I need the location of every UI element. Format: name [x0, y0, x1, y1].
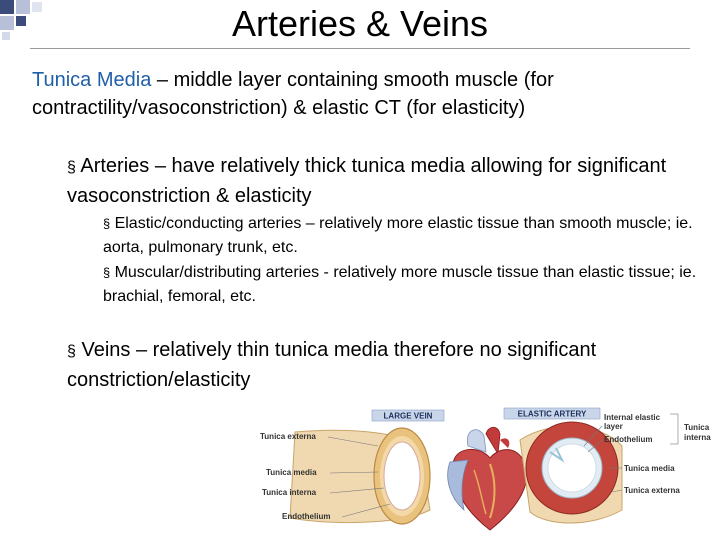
artery-label-endothelium: Endothelium	[604, 435, 653, 444]
slide-title: Arteries & Veins	[231, 3, 489, 44]
artery-label-tunica-media: Tunica media	[624, 464, 675, 473]
intro-term: Tunica Media	[32, 69, 152, 91]
artery-label-tunica: Tunica	[684, 423, 710, 432]
bullet-icon: §	[67, 343, 76, 360]
bullet-veins-text: Veins – relatively thin tunica media therefore no significant constriction/elasticity	[67, 339, 597, 391]
artery-label-layer: layer	[604, 422, 623, 431]
vein-badge-text: LARGE VEIN	[383, 411, 433, 421]
sub-bullet-elastic	[103, 212, 708, 260]
artery-label-interna: interna	[684, 433, 711, 442]
vein-label-tunica-media: Tunica media	[266, 468, 317, 477]
bullet-icon: §	[67, 159, 76, 176]
bullet-icon: §	[103, 216, 111, 231]
heart-icon	[448, 427, 527, 530]
vein-label-tunica-interna: Tunica interna	[262, 488, 317, 497]
sub-bullet-elastic-text: Elastic/conducting arteries – relatively more elastic tissue than smooth muscle; ie. aorta, pulmonary trunk, etc.	[103, 215, 693, 256]
vein-label-endothelium: Endothelium	[282, 512, 331, 521]
intro-paragraph	[32, 66, 692, 122]
artery-label-internal-elastic: Internal elastic	[604, 413, 661, 422]
bullet-arteries	[67, 152, 707, 210]
sub-bullet-muscular-text: Muscular/distributing arteries - relatively more muscle tissue than elastic tissue; ie. brachial, femoral, etc.	[103, 264, 697, 305]
sub-bullet-muscular	[103, 261, 708, 309]
vein-label-tunica-externa: Tunica externa	[260, 432, 316, 441]
artery-label-tunica-externa: Tunica externa	[624, 486, 680, 495]
bullet-arteries-text: Arteries – have relatively thick tunica media allowing for significant vasoconstriction & elasticity	[67, 155, 667, 207]
bullet-icon: §	[103, 265, 111, 280]
vessel-illustration	[250, 400, 720, 540]
bullet-veins	[67, 336, 707, 394]
artery-badge-text: ELASTIC ARTERY	[517, 409, 587, 419]
intro-text: – middle layer containing smooth muscle (for contractility/vasoconstriction) & elastic CT (for elasticity)	[32, 69, 554, 119]
title-divider	[30, 48, 690, 49]
